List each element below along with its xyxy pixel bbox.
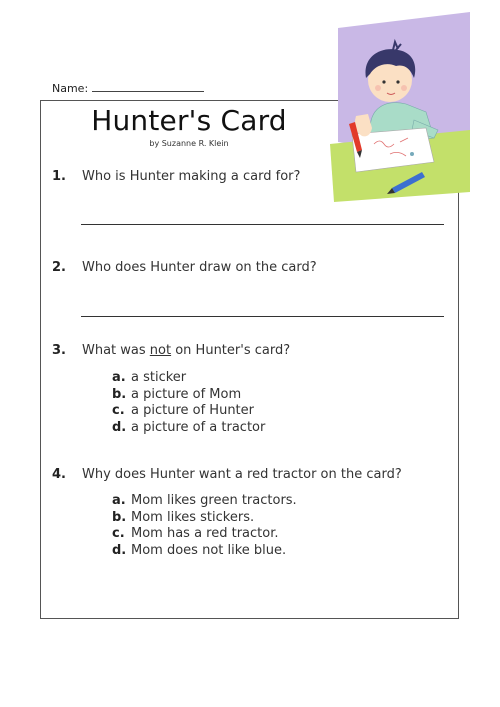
option-letter: a. [112,370,126,385]
name-blank [92,82,204,92]
question-text-pre: What was [82,343,150,358]
name-field [52,82,204,95]
answer-line-2[interactable] [81,316,444,317]
options-4 [112,493,297,559]
option-b [112,510,297,527]
question-number: 1. [52,169,66,184]
question-3 [52,343,290,358]
question-1 [52,169,300,184]
answer-line-1[interactable] [81,224,444,225]
option-d [112,420,265,437]
question-text: Who is Hunter making a card for? [82,169,301,184]
name-label: Name: [52,82,89,95]
boy-drawing-card-icon [330,12,475,204]
option-letter: c. [112,526,125,541]
option-a [112,493,297,510]
option-text: a picture of Hunter [131,403,254,418]
option-letter: b. [112,509,127,525]
question-text: Who does Hunter draw on the card? [82,260,317,275]
option-a [112,370,265,387]
option-text: a picture of a tractor [131,419,266,435]
option-text: Mom likes stickers. [131,509,255,525]
option-letter: a. [112,493,126,508]
option-text: Mom likes green tractors. [131,493,297,508]
option-b [112,387,265,404]
question-number: 2. [52,260,66,275]
question-2 [52,260,317,275]
options-3 [112,370,265,436]
author-byline: by Suzanne R. Klein [149,139,229,148]
option-letter: d. [112,542,127,558]
option-letter: d. [112,419,127,435]
option-text: Mom does not like blue. [131,542,287,558]
question-text: Why does Hunter want a red tractor on the card? [82,467,402,482]
option-c [112,526,297,543]
option-letter: b. [112,386,127,402]
page-title: Hunter's Card [91,104,287,137]
option-text: Mom has a red tractor. [131,526,279,541]
option-text: a sticker [131,370,187,385]
question-text-post: on Hunter's card? [171,343,291,358]
question-number: 4. [52,467,66,482]
option-text: a picture of Mom [131,386,242,402]
question-text-underlined: not [149,343,172,358]
question-number: 3. [52,343,66,358]
option-d [112,543,297,560]
option-c [112,403,265,420]
question-4 [52,467,402,482]
option-letter: c. [112,403,125,418]
